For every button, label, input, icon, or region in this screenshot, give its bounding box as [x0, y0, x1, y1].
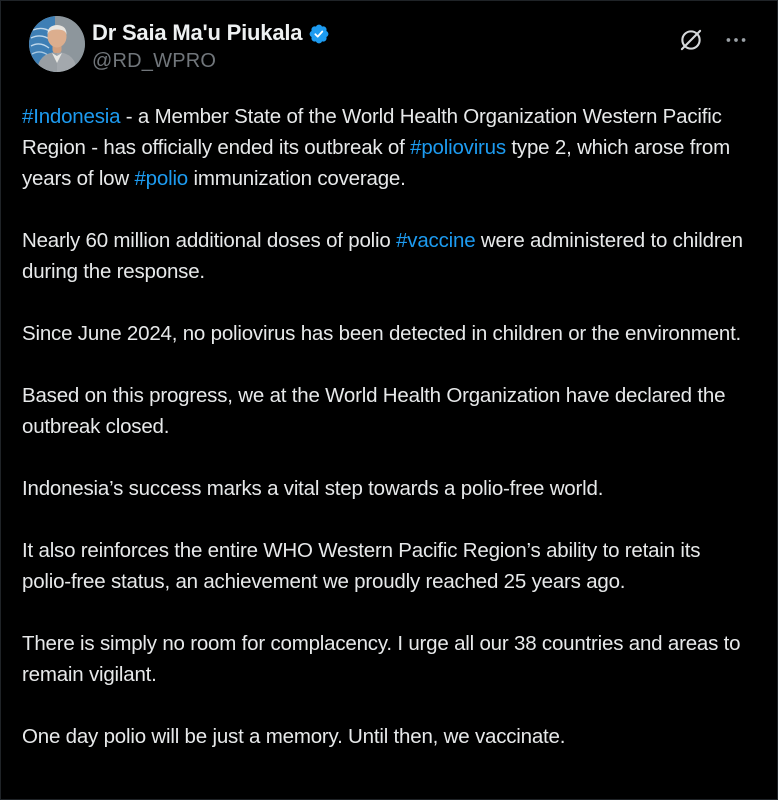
avatar-image [29, 16, 85, 72]
user-handle[interactable]: @RD_WPRO [92, 50, 217, 72]
tweet-paragraph [22, 101, 745, 194]
avatar[interactable] [29, 16, 85, 72]
tweet-text-segment: immunization coverage. [188, 167, 406, 190]
grok-slashed-circle-icon [677, 26, 705, 54]
tweet-text-segment: There is simply no room for complacency. I urge all our 38 countries and areas to remain vigilant. [22, 632, 741, 686]
tweet-paragraph [22, 380, 745, 442]
user-info [92, 16, 330, 73]
grok-button[interactable] [675, 24, 707, 56]
tweet-text-segment: Based on this progress, we at the World Health Organization have declared the outbreak closed. [22, 384, 726, 438]
tweet-text-segment: type 2, which arose from years of low [22, 136, 730, 190]
tweet-paragraph [22, 535, 745, 597]
tweet-paragraph [22, 721, 745, 752]
tweet-text-segment: Nearly 60 million additional doses of polio [22, 229, 397, 252]
hashtag-link[interactable]: #polio [134, 167, 188, 190]
name-row [92, 20, 330, 46]
tweet-paragraph [22, 225, 745, 287]
hashtag-link[interactable]: #vaccine [396, 229, 476, 252]
header-actions [675, 16, 751, 56]
tweet-text-segment: One day polio will be just a memory. Until then, we vaccinate. [22, 725, 566, 748]
hashtag-link[interactable]: #Indonesia [22, 105, 121, 128]
tweet-text-segment: It also reinforces the entire WHO Western Pacific Region’s ability to retain its polio-free status, an achievement we proudly reached 25 years ago. [22, 539, 701, 593]
verified-badge-icon [308, 23, 330, 45]
display-name[interactable]: Dr Saia Ma'u Piukala [92, 20, 303, 45]
tweet-header [1, 1, 777, 73]
tweet-text [1, 73, 777, 752]
tweet-paragraph [22, 628, 745, 690]
tweet-text-segment: were administered to children during the response. [22, 229, 743, 283]
more-ellipsis-icon [723, 27, 749, 53]
hashtag-link[interactable]: #poliovirus [410, 136, 506, 159]
tweet-text-segment: Since June 2024, no poliovirus has been detected in children or the environment. [22, 322, 742, 345]
more-button[interactable] [721, 25, 751, 55]
tweet-paragraph [22, 318, 745, 349]
tweet-paragraph [22, 473, 745, 504]
tweet-text-segment: - a Member State of the World Health Organization Western Pacific Region - has officially ended its outbreak of [22, 105, 722, 159]
tweet-text-segment: Indonesia’s success marks a vital step towards a polio-free world. [22, 477, 604, 500]
